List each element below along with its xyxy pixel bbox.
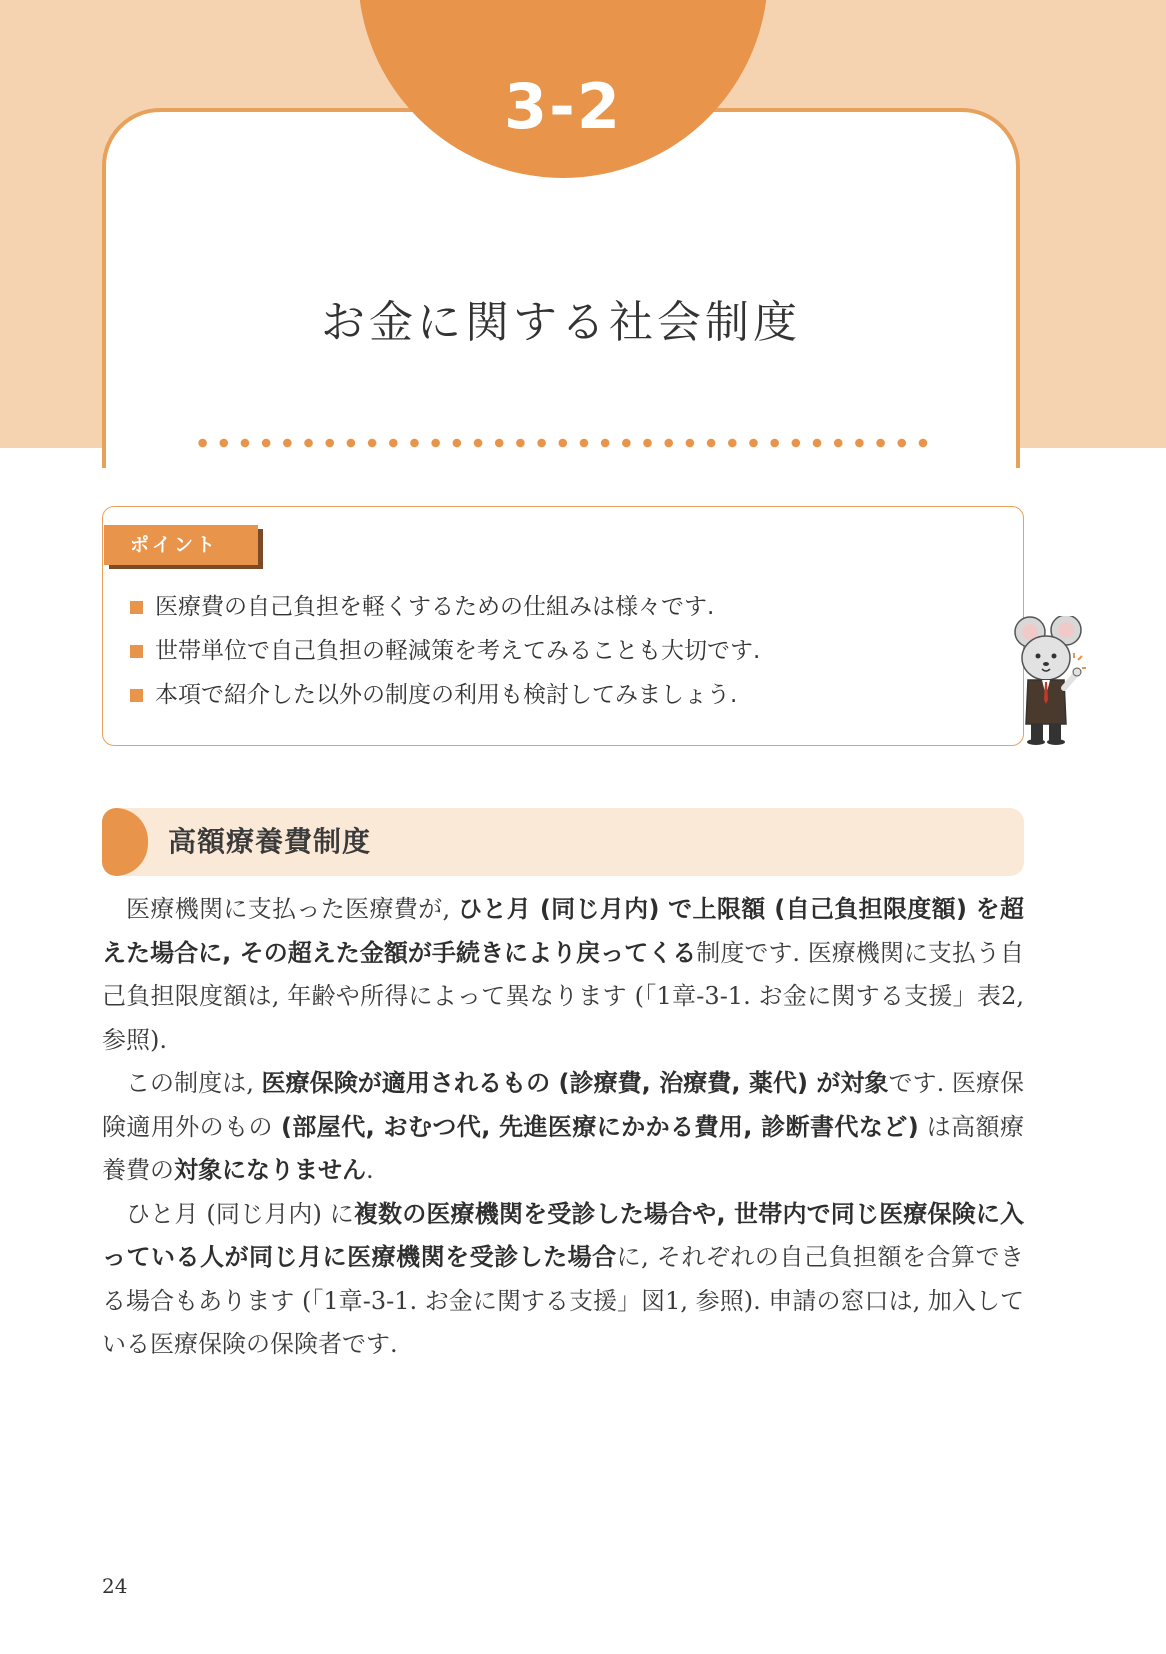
emphasis-text: 対象になりません <box>174 1156 366 1184</box>
body-text-run: です. 医療保険適用外のもの <box>102 1069 1024 1141</box>
emphasis-text: ひと月 (同じ月内) で上限額 (自己負担限度額) を超えた場合に, その超えた金額が手続きにより戻ってくる <box>102 895 1025 967</box>
emphasis-text: 複数の医療機関を受診した場合や, 世帯内で同じ医療保険に入っている人が同じ月に医療機関を受診した場合 <box>102 1199 1024 1271</box>
emphasis-text: 医療保険が適用されるもの (診療費, 治療費, 薬代) が対象 <box>261 1069 889 1097</box>
point-label: ポイント <box>104 525 258 565</box>
section-heading <box>102 808 1024 876</box>
chapter-number: 3-2 <box>503 70 622 143</box>
point-item: 本項で紹介した以外の制度の利用も検討してみましょう. <box>130 673 760 717</box>
body-paragraph <box>102 1062 1024 1193</box>
body-text-run: ひと月 (同じ月内) に <box>126 1199 354 1228</box>
emphasis-text: (部屋代, おむつ代, 先進医療にかかる費用, 診断書代など) <box>280 1112 919 1141</box>
square-bullet-icon <box>130 601 143 614</box>
body-text-run: に, それぞれの自己負担額を合算できる場合もあります (「1章-3-1. お金に関する支援」図1, 参照). 申請の窓口は, 加入している医療保険の保険者です. <box>102 1243 1024 1358</box>
page-number: 24 <box>102 1574 128 1598</box>
body-text-run: 医療機関に支払った医療費が, <box>126 895 459 923</box>
section-title: 高額療養費制度 <box>168 825 372 858</box>
point-item: 医療費の自己負担を軽くするための仕組みは様々です. <box>130 585 760 629</box>
section-accent <box>102 808 148 876</box>
body-text-run: この制度は, <box>126 1069 262 1097</box>
body-text-run: 制度です. 医療機関に支払う自己負担限度額は, 年齢や所得によって異なります (「1章-3-1. お金に関する支援」表2, 参照). <box>102 938 1024 1054</box>
square-bullet-icon <box>130 645 143 658</box>
body-paragraph <box>102 1193 1024 1367</box>
section-body <box>102 888 1024 1367</box>
dotted-divider <box>192 438 934 448</box>
body-text-run: は高額療養費の <box>102 1112 1024 1184</box>
body-text-run: . <box>366 1156 374 1184</box>
body-paragraph <box>102 888 1024 1062</box>
mouse-mascot-icon <box>1014 616 1086 746</box>
point-list <box>130 585 760 717</box>
point-item: 世帯単位で自己負担の軽減策を考えてみることも大切です. <box>130 629 760 673</box>
chapter-title: お金に関する社会制度 <box>321 297 801 348</box>
square-bullet-icon <box>130 689 143 702</box>
